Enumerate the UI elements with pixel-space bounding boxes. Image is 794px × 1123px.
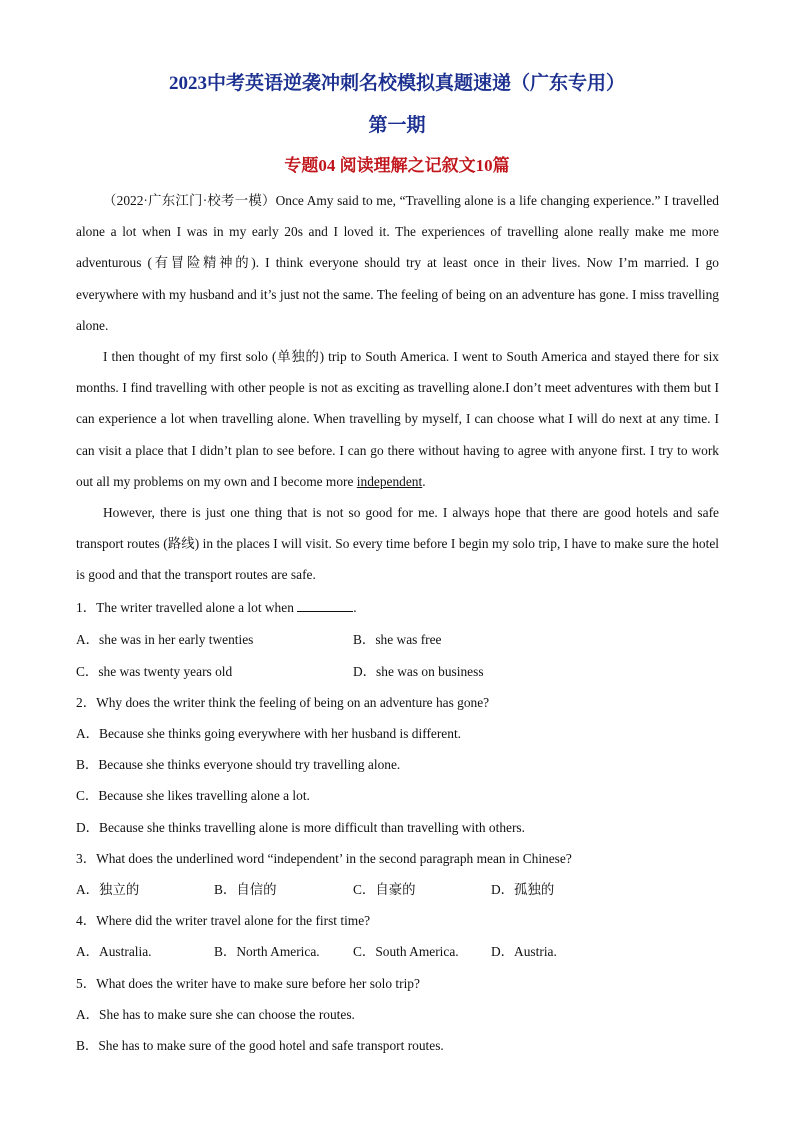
question-3-option-b: B．自信的 [214,882,277,897]
question-1-option-a: A．she was in her early twenties [76,632,254,647]
question-2-option-c: C．Because she likes travelling alone a lot. [76,788,310,803]
question-3-option-a: A．独立的 [76,882,140,897]
reading-passage [76,185,719,591]
question-4-option-b: B．North America. [214,944,320,959]
document-title: 2023中考英语逆袭冲刺名校模拟真题速递（广东专用） [168,73,625,94]
question-3-stem: 3．What does the underlined word “independent’ in the second paragraph mean in Chinese? [76,851,572,866]
passage-paragraph-3: However, there is just one thing that is not so good for me. I always hope that there are good hotels and safe transport routes (路线) in the places I will visit. So every time before I begin my solo trip, I have to make sure the hotel is good and that the transport routes are safe. [76,505,719,583]
passage-paragraph-1: （2022·广东江门·校考一模）Once Amy said to me, “Travelling alone is a life changing experience.” I travelled alone a lot when I was in my early 20s and I loved it. The experiences of travelling alone really make me more adventurous (有冒险精神的). I think everyone should try at least once in their lives. Now I’m married. I go everywhere with my husband and it’s just not the same. The feeling of being on an adventure has gone. I miss travelling alone. [76,193,719,333]
underlined-word: independent [356,473,423,489]
question-1-option-d: D．she was on business [353,664,484,679]
question-2-option-d: D．Because she thinks travelling alone is more difficult than travelling with others. [76,820,525,835]
paragraph-2-text: I then thought of my first solo (单独的) trip to South America. I went to South America and stayed there for six months. I find travelling with other people is not as exciting as travelling alone.I don’t meet adventures with them but I can experience a lot when travelling alone. When travelling by myself, I can choose what I will do next at any time. I can visit a place that I didn’t plan to see before. I can go there without having to agree with anyone first. I try to work out all my problems on my own and I become more [76,349,719,489]
answer-blank [297,599,353,612]
question-1-option-c: C．she was twenty years old [76,664,233,679]
question-1-option-b: B．she was free [353,632,442,647]
question-4-stem: 4．Where did the writer travel alone for the first time? [76,913,371,928]
question-2-stem: 2．Why does the writer think the feeling of being on an adventure has gone? [76,695,490,710]
question-3-option-c: C．自豪的 [353,882,416,897]
question-4-option-a: A．Australia. [76,944,152,959]
question-2-option-b: B．Because she thinks everyone should try travelling alone. [76,757,401,772]
question-1 [76,597,719,616]
question-3-option-d: D．孤独的 [491,882,555,897]
question-4-option-d: D．Austria. [491,944,557,959]
question-2-option-a: A．Because she thinks going everywhere with her husband is different. [76,726,462,741]
question-5-option-a: A．She has to make sure she can choose the routes. [76,1007,355,1022]
question-1-stem: 1．The writer travelled alone a lot when [76,600,294,615]
topic-heading: 专题04 阅读理解之记叙文10篇 [284,156,510,175]
issue-label: 第一期 [368,115,426,136]
question-5-stem: 5．What does the writer have to make sure before her solo trip? [76,976,420,991]
paragraph-2-end: . [422,473,426,489]
passage-paragraph-2 [76,341,719,497]
question-4-option-c: C．South America. [353,944,459,959]
question-1-stem-tail: . [353,600,357,615]
question-5-option-b: B．She has to make sure of the good hotel and safe transport routes. [76,1038,444,1053]
